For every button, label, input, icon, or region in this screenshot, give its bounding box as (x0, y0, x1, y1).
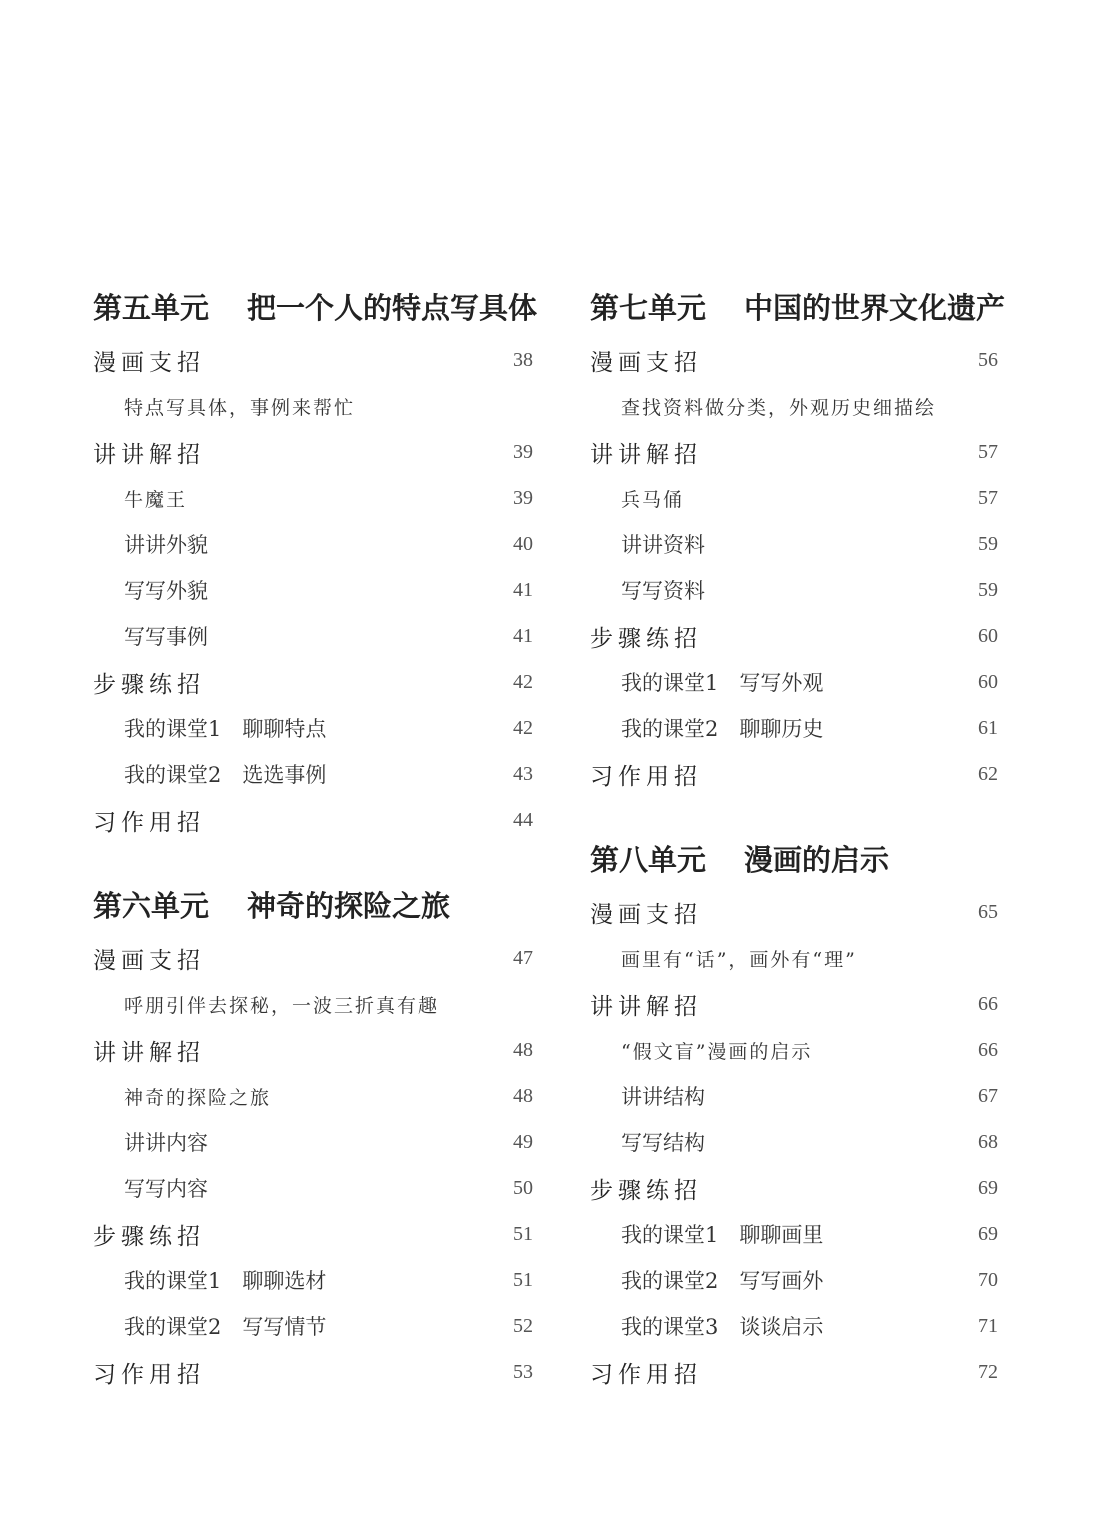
page-number: 52 (513, 1314, 533, 1337)
toc-subentry[interactable] (590, 1027, 1002, 1073)
toc-subentry[interactable] (93, 521, 533, 567)
entry-label: 步骤练招 (590, 1177, 702, 1204)
unit-title: 漫画的启示 (744, 843, 890, 877)
page-number: 66 (978, 1038, 998, 1061)
entry-label: 讲讲解招 (590, 993, 702, 1020)
entry-label: 写写外貌 (124, 579, 208, 603)
page-number: 41 (513, 578, 533, 601)
toc-column-right (590, 285, 1006, 1395)
entry-label: 漫画支招 (590, 901, 702, 928)
page-number: 59 (978, 532, 998, 555)
entry-label: 讲讲解招 (590, 441, 702, 468)
entry-label: 我的课堂2 选选事例 (124, 763, 327, 787)
entry-label: 我的课堂1 聊聊选材 (124, 1269, 327, 1293)
page-number: 53 (513, 1360, 533, 1383)
toc-subentry[interactable] (93, 981, 533, 1027)
unit-title: 把一个人的特点写具体 (247, 291, 538, 325)
toc-subentry[interactable] (590, 935, 1002, 981)
toc-subentry[interactable] (93, 1303, 533, 1349)
entry-label: 讲讲结构 (621, 1085, 705, 1109)
entry-label: 习作用招 (590, 763, 702, 790)
entry-label: 特点写具体，事例来帮忙 (124, 396, 356, 419)
entry-label: 我的课堂2 写写画外 (621, 1269, 824, 1293)
toc-subentry[interactable] (590, 567, 1002, 613)
entry-label: 我的课堂2 聊聊历史 (621, 717, 824, 741)
page-number: 60 (978, 624, 998, 647)
page-number: 42 (513, 716, 533, 739)
toc-section-entry[interactable] (93, 1211, 533, 1257)
page-number: 66 (978, 992, 998, 1015)
entry-label: “假文盲”漫画的启示 (621, 1040, 813, 1063)
entry-label: 讲讲内容 (124, 1131, 208, 1155)
toc-section-entry[interactable] (590, 981, 1002, 1027)
entry-label: 我的课堂1 写写外观 (621, 671, 824, 695)
toc-unit (590, 285, 1006, 797)
toc-section-entry[interactable] (590, 1165, 1002, 1211)
toc-subentry[interactable] (93, 383, 533, 429)
page-number: 42 (513, 670, 533, 693)
toc-subentry[interactable] (93, 1119, 533, 1165)
toc-section-entry[interactable] (590, 613, 1002, 659)
toc-subentry[interactable] (590, 383, 1002, 429)
toc-subentry[interactable] (93, 475, 533, 521)
toc-subentry[interactable] (93, 1257, 533, 1303)
toc-unit (93, 883, 533, 1395)
entry-label: 写写结构 (621, 1131, 705, 1155)
page-number: 68 (978, 1130, 998, 1153)
toc-subentry[interactable] (590, 475, 1002, 521)
toc-unit (590, 837, 1002, 1395)
toc-subentry[interactable] (93, 567, 533, 613)
entry-label: 讲讲解招 (93, 1039, 205, 1066)
toc-section-entry[interactable] (590, 1349, 1002, 1395)
page-number: 51 (513, 1268, 533, 1291)
entry-label: 我的课堂2 写写情节 (124, 1315, 327, 1339)
entry-label: 习作用招 (93, 1361, 205, 1388)
entry-label: 习作用招 (590, 1361, 702, 1388)
toc-section-entry[interactable] (93, 935, 533, 981)
entry-label: 写写资料 (621, 579, 705, 603)
toc-section-entry[interactable] (93, 659, 533, 705)
entry-label: 牛魔王 (124, 488, 188, 511)
entry-label: 呼朋引伴去探秘，一波三折真有趣 (124, 994, 440, 1017)
page-number: 39 (513, 486, 533, 509)
page-number: 41 (513, 624, 533, 647)
unit-number: 第六单元 (93, 889, 210, 923)
page-number: 57 (978, 486, 998, 509)
page-number: 61 (978, 716, 998, 739)
page-number: 48 (513, 1038, 533, 1061)
toc-section-entry[interactable] (590, 751, 1002, 797)
entry-label: 查找资料做分类，外观历史细描绘 (621, 396, 937, 419)
unit-heading (590, 285, 1006, 337)
entry-label: 讲讲外貌 (124, 533, 208, 557)
page-number: 62 (978, 762, 998, 785)
entry-label: 画里有“话”，画外有“理” (621, 948, 857, 971)
toc-section-entry[interactable] (93, 1349, 533, 1395)
page-number: 43 (513, 762, 533, 785)
toc-subentry[interactable] (590, 1211, 1002, 1257)
toc-subentry[interactable] (93, 751, 533, 797)
entry-label: 写写内容 (124, 1177, 208, 1201)
page-number: 70 (978, 1268, 998, 1291)
page-number: 60 (978, 670, 998, 693)
toc-subentry[interactable] (590, 1073, 1002, 1119)
toc-section-entry[interactable] (93, 797, 533, 843)
toc-subentry[interactable] (93, 613, 533, 659)
page-number: 59 (978, 578, 998, 601)
toc-section-entry[interactable] (590, 889, 1002, 935)
toc-subentry[interactable] (590, 659, 1002, 705)
page-number: 38 (513, 348, 533, 371)
unit-title: 中国的世界文化遗产 (744, 291, 1006, 325)
page-number: 44 (513, 808, 533, 831)
toc-column-left (93, 285, 538, 1395)
unit-title: 神奇的探险之旅 (247, 889, 451, 923)
page-number: 71 (978, 1314, 998, 1337)
unit-heading (93, 883, 533, 935)
unit-number: 第七单元 (590, 291, 707, 325)
page-number: 69 (978, 1222, 998, 1245)
page-number: 72 (978, 1360, 998, 1383)
page-number: 49 (513, 1130, 533, 1153)
toc-section-entry[interactable] (93, 1027, 533, 1073)
toc-subentry[interactable] (590, 1303, 1002, 1349)
toc-section-entry[interactable] (93, 429, 533, 475)
unit-number: 第五单元 (93, 291, 210, 325)
toc-unit (93, 285, 538, 843)
page-number: 57 (978, 440, 998, 463)
toc-subentry[interactable] (590, 521, 1002, 567)
entry-label: 讲讲资料 (621, 533, 705, 557)
toc-subentry[interactable] (590, 1119, 1002, 1165)
page-number: 47 (513, 946, 533, 969)
page-number: 56 (978, 348, 998, 371)
toc-section-entry[interactable] (590, 429, 1002, 475)
toc-subentry[interactable] (93, 1073, 533, 1119)
entry-label: 习作用招 (93, 809, 205, 836)
unit-heading (590, 837, 1002, 889)
toc-section-entry[interactable] (93, 337, 533, 383)
page-number: 67 (978, 1084, 998, 1107)
toc-subentry[interactable] (93, 1165, 533, 1211)
entry-label: 步骤练招 (93, 671, 205, 698)
page-number: 39 (513, 440, 533, 463)
unit-number: 第八单元 (590, 843, 707, 877)
entry-label: 兵马俑 (621, 488, 685, 511)
page-number: 50 (513, 1176, 533, 1199)
page-number: 51 (513, 1222, 533, 1245)
page-number: 65 (978, 900, 998, 923)
entry-label: 讲讲解招 (93, 441, 205, 468)
toc-subentry[interactable] (590, 705, 1002, 751)
toc-subentry[interactable] (590, 1257, 1002, 1303)
entry-label: 漫画支招 (590, 349, 702, 376)
entry-label: 漫画支招 (93, 349, 205, 376)
entry-label: 我的课堂1 聊聊画里 (621, 1223, 824, 1247)
toc-subentry[interactable] (93, 705, 533, 751)
toc-section-entry[interactable] (590, 337, 1002, 383)
unit-heading (93, 285, 538, 337)
entry-label: 漫画支招 (93, 947, 205, 974)
entry-label: 神奇的探险之旅 (124, 1086, 272, 1109)
entry-label: 步骤练招 (93, 1223, 205, 1250)
entry-label: 步骤练招 (590, 625, 702, 652)
entry-label: 我的课堂1 聊聊特点 (124, 717, 327, 741)
page-number: 69 (978, 1176, 998, 1199)
page-number: 48 (513, 1084, 533, 1107)
page-number: 40 (513, 532, 533, 555)
entry-label: 写写事例 (124, 625, 208, 649)
entry-label: 我的课堂3 谈谈启示 (621, 1315, 824, 1339)
